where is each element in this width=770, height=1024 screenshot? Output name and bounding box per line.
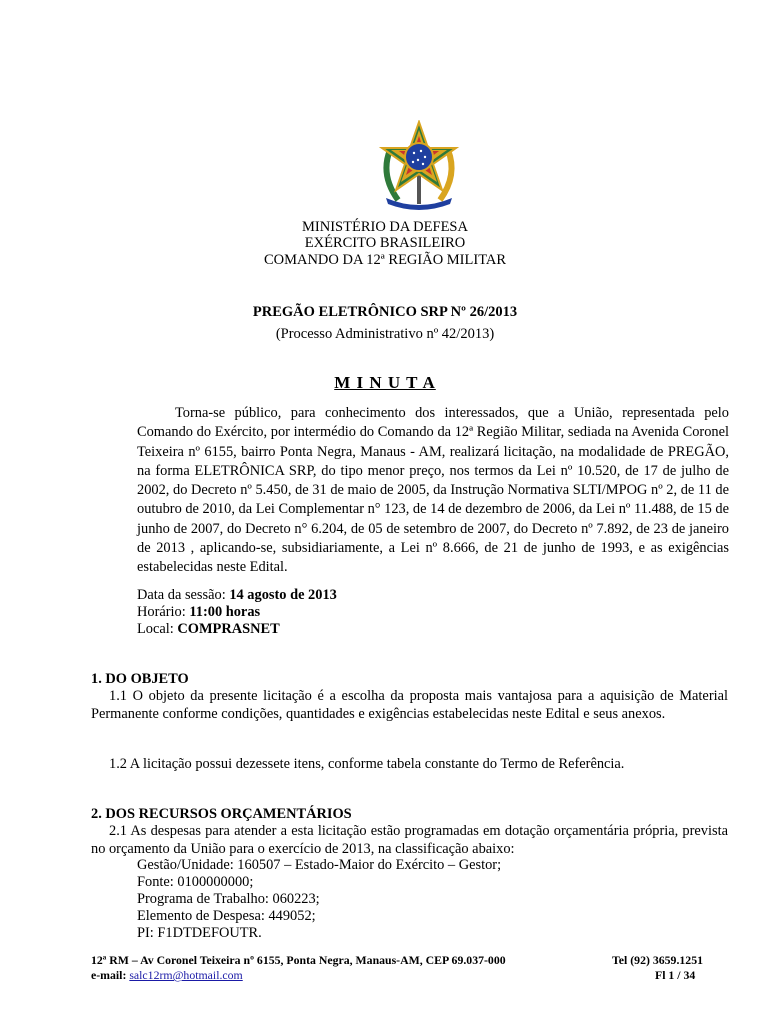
intro-paragraph: Torna-se público, para conhecimento dos interessados, que a União, representada pelo Comando do Exército, por intermédio do Comando da 12ª Região Militar, sediada na Avenida Coronel Teixeira nº 6155, bairro Ponta Negra, Manaus - AM, realizará licitação, na modalidade de PREGÃO, na forma ELETRÔNICA SRP, do tipo menor preço, nos termos da Lei nº 10.520, de 17 de julho de 2002, do Decreto nº 5.450, de 31 de maio de 2005, da Instrução Normativa SLTI/MPOG nº 2, de 11 de outubro de 2010, da Lei Complementar n° 123, de 14 de dezembro de 2006, da Lei nº 11.488, de 15 de junho de 2007, do Decreto n° 6.204, de 05 de setembro de 2007, do Decreto nº 7.892, de 23 de janeiro de 2013 , aplicando-se, subsidiariamente, a Lei nº 8.666, de 21 de junho de 1993, e as exigências estabelecidas neste Edital. (137, 405, 729, 576)
session-location-value: COMPRASNET (177, 621, 280, 637)
session-time-label: Horário: (137, 604, 190, 620)
minuta-heading: M I N U T A (334, 373, 436, 392)
header-ministry: MINISTÉRIO DA DEFESA (302, 219, 468, 235)
section-2-1: 2.1 As despesas para atender a esta licitação estão programadas em dotação orçamentária própria, prevista no orçamento da União para o exercício de 2013, na classificação abaixo: (91, 823, 728, 857)
budget-line: Fonte: 0100000000; (137, 874, 254, 890)
budget-line: PI: F1DTDEFOUTR. (137, 925, 262, 941)
page-number: Fl 1 / 34 (655, 968, 696, 982)
brazil-coat-of-arms-icon (376, 120, 462, 212)
session-date (137, 586, 337, 604)
footer-phone: Tel (92) 3659.1251 (612, 953, 703, 967)
section-1-2: 1.2 A licitação possui dezessete itens, conforme tabela constante do Termo de Referência. (109, 756, 625, 772)
document-title: PREGÃO ELETRÔNICO SRP Nº 26/2013 (252, 304, 518, 320)
session-time (137, 603, 260, 621)
header-command: COMANDO DA 12ª REGIÃO MILITAR (263, 252, 507, 268)
footer-email-label: e-mail: (91, 968, 130, 982)
budget-line: Elemento de Despesa: 449052; (137, 908, 316, 924)
section-2-heading: 2. DOS RECURSOS ORÇAMENTÁRIOS (91, 806, 352, 822)
section-1-1: 1.1 O objeto da presente licitação é a escolha da proposta mais vantajosa para a aquisição de Material Permanente conforme condições, quantidades e exigências estabelecidas neste Edital e seus anexos. (91, 688, 728, 722)
session-time-value: 11:00 horas (189, 604, 261, 620)
budget-line: Programa de Trabalho: 060223; (137, 891, 320, 907)
email-link[interactable]: salc12rm@hotmail.com (129, 968, 243, 982)
budget-line: Gestão/Unidade: 160507 – Estado-Maior do Exército – Gestor; (137, 857, 502, 873)
footer-address: 12ª RM – Av Coronel Teixeira nº 6155, Ponta Negra, Manaus-AM, CEP 69.037-000 (91, 953, 506, 967)
session-date-label: Data da sessão: (137, 587, 230, 603)
session-location (137, 620, 280, 638)
process-number: (Processo Administrativo nº 42/2013) (275, 326, 495, 342)
footer-email (91, 968, 243, 982)
session-location-label: Local: (137, 621, 178, 637)
session-date-value: 14 agosto de 2013 (229, 587, 337, 603)
header-army: EXÉRCITO BRASILEIRO (304, 235, 466, 251)
section-1-heading: 1. DO OBJETO (91, 671, 189, 687)
